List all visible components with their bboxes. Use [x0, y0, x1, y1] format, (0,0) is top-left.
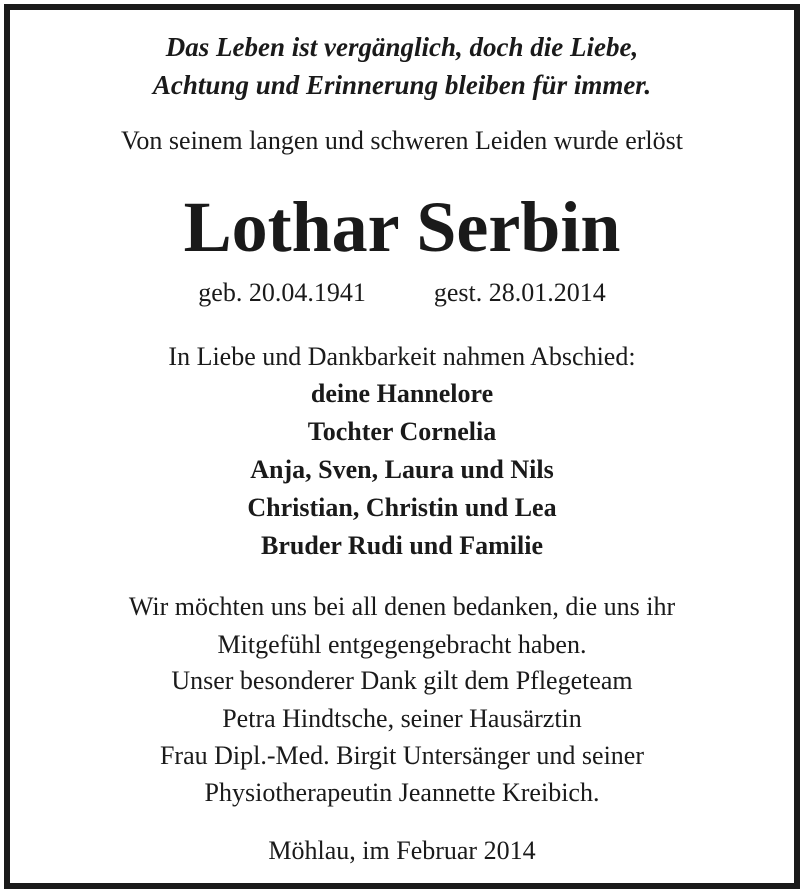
mourner-line: Bruder Rudi und Familie [261, 531, 543, 560]
obituary-notice [4, 4, 800, 889]
thanks-line: Wir möchten uns bei all denen bedanken, die uns ihr [128, 592, 676, 621]
place-and-date: Möhlau, im Februar 2014 [268, 836, 536, 865]
thanks-line: Mitgefühl entgegengebracht haben. [217, 630, 587, 659]
mourner-line: deine Hannelore [310, 379, 494, 408]
thanks-line: Frau Dipl.-Med. Birgit Untersänger und seiner [159, 741, 645, 770]
mourner-line: Anja, Sven, Laura und Nils [250, 455, 554, 484]
mourner-line: Tochter Cornelia [307, 417, 497, 446]
thanks-line: Petra Hindtsche, seiner Hausärztin [222, 704, 582, 733]
motto-line-1: Das Leben ist vergänglich, doch die Liebe, [165, 32, 639, 62]
deceased-name: Lothar Serbin [183, 187, 621, 267]
mourner-line: Christian, Christin und Lea [247, 493, 557, 522]
farewell-intro: In Liebe und Dankbarkeit nahmen Abschied: [168, 342, 636, 371]
thanks-line: Unser besonderer Dank gilt dem Pflegeteam [171, 666, 633, 695]
intro-text: Von seinem langen und schweren Leiden wurde erlöst [121, 126, 683, 155]
birth-date: geb. 20.04.1941 [198, 278, 366, 307]
thanks-line: Physiotherapeutin Jeannette Kreibich. [204, 778, 600, 807]
motto-line-2: Achtung und Erinnerung bleiben für immer. [152, 70, 652, 100]
death-date: gest. 28.01.2014 [433, 278, 606, 307]
life-dates [10, 278, 794, 308]
